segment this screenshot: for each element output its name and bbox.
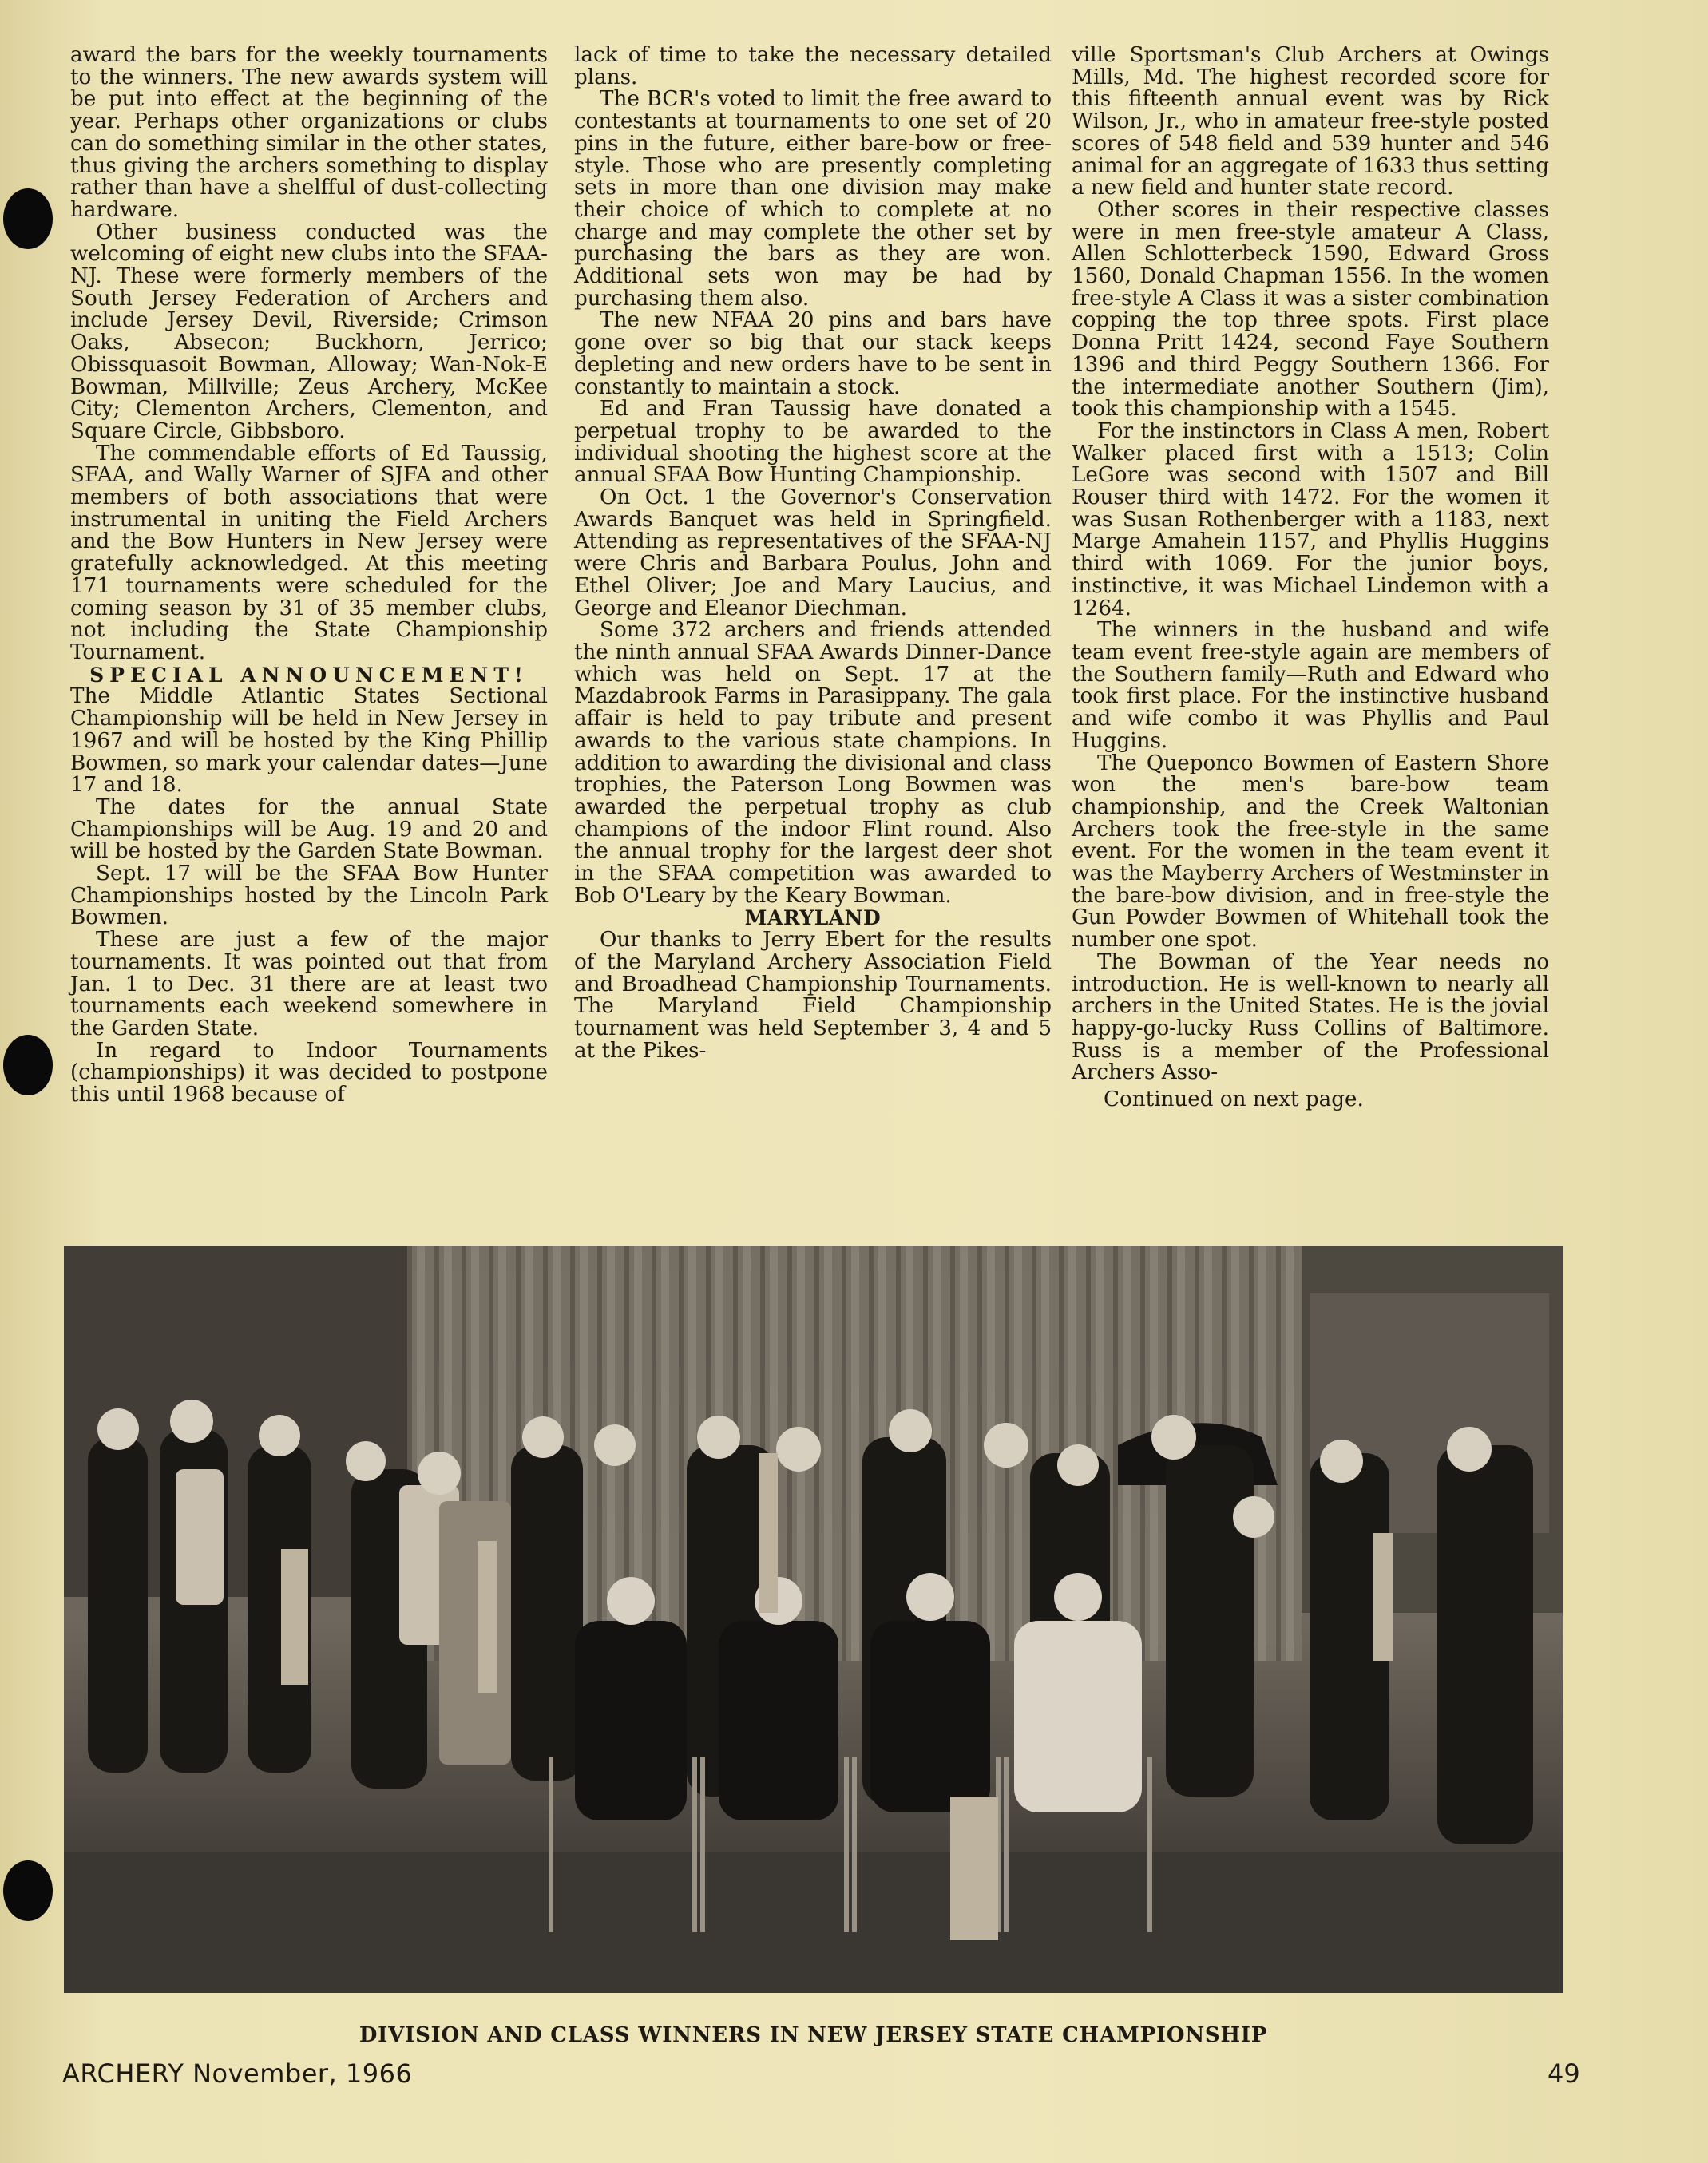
paragraph: Some 372 archers and friends attended the ninth annual SFAA Awards Dinner-Dance which was held on Sept. 17 at the Mazdabrook Farms in Parasippany. The gala affair is held to pay tribute and present awards to the various state champions. In addition to awarding the divisional and class trophies, the Paterson Long Bowmen was awarded the perpetual trophy as club champions of the indoor Flint round. Also the annual trophy for the largest deer shot in the SFAA competition was awarded to Bob O'Leary by the Keary Bowman. — [574, 618, 1052, 908]
group-photo — [64, 1246, 1563, 1993]
paragraph: The Queponco Bowmen of Eastern Shore won the men's bare-bow team championship, and the Creek Waltonian Archers took the free-style in the same event. For the women in the team event it was the Mayberry Archers of Westminster in the bare-bow division, and in free-style the Gun Powder Bowmen of Whitehall took the number one spot. — [1072, 751, 1549, 953]
text-column-3 — [1072, 45, 1549, 1111]
paragraph: The Bowman of the Year needs no introduction. He is well-known to nearly all archers in the United States. He is the jovial happy-go-lucky Russ Collins of Baltimore. Russ is a member of the Professional Archers Asso- — [1072, 949, 1549, 1085]
paragraph: These are just a few of the major tournaments. It was pointed out that from Jan. 1 to Dec. 31 there are at least two tournaments each weekend somewhere in the Garden State. — [70, 928, 548, 1040]
binder-hole-middle — [3, 1035, 53, 1095]
paragraph: The winners in the husband and wife team event free-style again are members of the Southern family—Ruth and Edward who took first place. For the instinctive husband and wife combo it was Phyllis and Paul Huggins. — [1072, 618, 1549, 753]
paragraph: ville Sportsman's Club Archers at Owings Mills, Md. The highest recorded score for this fifteenth annual event was by Rick Wilson, Jr., who in amateur free-style posted scores of 548 field and 539 hunter and 546 animal for an aggregate of 1633 thus setting a new field and hunter state record. — [1072, 43, 1549, 200]
text-column-1 — [70, 45, 548, 1107]
paragraph: Ed and Fran Taussig have donated a perpetual trophy to be awarded to the individual shooting the highest score at the annual SFAA Bow Hunting Championship. — [574, 397, 1052, 488]
paragraph: In regard to Indoor Tournaments (championships) it was decided to postpone this until 1968 because of — [70, 1038, 548, 1107]
paragraph: The BCR's voted to limit the free award to contestants at tournaments to one set of 20 pins in the future, either bare-bow or free-style. Those who are presently completing sets in more than one division may make their choice of which to complete at no charge and may complete the other set by purchasing the bars as they are won. Additional sets won may be had by purchasing them also. — [574, 87, 1052, 311]
page-number: 49 — [1548, 2058, 1580, 2089]
paragraph: For the instinctors in Class A men, Robert Walker placed first with a 1513; Colin LeGore was second with 1507 and Bill Rouser third with 1472. For the women it was Susan Rothenberger with a 1183, next Marge Amahein 1157, and Phyllis Huggins third with 1069. For the junior boys, instinctive, it was Michael Lindemon with a 1264. — [1072, 418, 1549, 620]
paragraph: Our thanks to Jerry Ebert for the results of the Maryland Archery Association Field and Broadhead Championship Tournaments. The Maryland Field Championship tournament was held September 3, 4 and 5 at the Pikes- — [574, 928, 1052, 1063]
group-photo-illustration — [64, 1246, 1563, 1993]
paragraph: lack of time to take the necessary detailed plans. — [574, 43, 1052, 89]
maryland-heading: MARYLAND — [744, 906, 882, 930]
paragraph: The new NFAA 20 pins and bars have gone over so big that our stack keeps depleting and new orders have to be sent in constantly to maintain a stock. — [574, 308, 1052, 399]
paragraph: award the bars for the weekly tournaments to the winners. The new awards system will be put into effect at the beginning of the year. Perhaps other organizations or clubs can do something similar in the other states, thus giving the archers something to display rather than have a shelfful of dust-collecting hardware. — [70, 43, 548, 222]
paragraph: Sept. 17 will be the SFAA Bow Hunter Championships hosted by the Lincoln Park Bowmen. — [70, 862, 548, 930]
paragraph: Other scores in their respective classes were in men free-style amateur A Class, Allen Schlotterbeck 1590, Edward Gross 1560, Donald Chapman 1556. In the women free-style A Class it was a sister combination copping the top three spots. First place Donna Pritt 1424, second Faye Southern 1396 and third Peggy Southern 1366. For the intermediate another Southern (Jim), took this championship with a 1545. — [1072, 197, 1549, 422]
continued-note: Continued on next page. — [1104, 1087, 1364, 1112]
paragraph: Other business conducted was the welcoming of eight new clubs into the SFAA-NJ. These were formerly members of the South Jersey Federation of Archers and include Jersey Devil, Riverside; Crimson Oaks, Absecon; Buckhorn, Jerrico; Obissquasoit Bowman, Alloway; Wan-Nok-E Bowman, Millville; Zeus Archery, McKee City; Clementon Archers, Clementon, and Square Circle, Gibbsboro. — [70, 220, 548, 443]
text-column-2 — [574, 45, 1052, 1062]
special-announcement-heading: SPECIAL ANNOUNCEMENT! — [89, 663, 529, 687]
paragraph: The dates for the annual State Championships will be Aug. 19 and 20 and will be hosted by the Garden State Bowman. — [70, 794, 548, 864]
footer-publication: ARCHERY November, 1966 — [62, 2058, 413, 2089]
binder-hole-top — [3, 188, 53, 249]
binder-hole-bottom — [3, 1860, 53, 1921]
photo-caption: DIVISION AND CLASS WINNERS IN NEW JERSEY STATE CHAMPIONSHIP — [359, 2023, 1268, 2047]
paragraph: On Oct. 1 the Governor's Conservation Awards Banquet was held in Springfield. Attending as representatives of the SFAA-NJ were Chris and Barbara Poulus, John and Ethel Oliver; Joe and Mary Laucius, and George and Eleanor Diechman. — [574, 485, 1052, 620]
paragraph: The Middle Atlantic States Sectional Championship will be held in New Jersey in 1967 and will be hosted by the King Phillip Bowmen, so mark your calendar dates—June 17 and 18. — [70, 684, 548, 798]
paragraph: The commendable efforts of Ed Taussig, SFAA, and Wally Warner of SJFA and other members of both associations that were instrumental in uniting the Field Archers and the Bow Hunters in New Jersey were gratefully acknowledged. At this meeting 171 tournaments were scheduled for the coming season by 31 of 35 member clubs, not including the State Championship Tournament. — [70, 441, 548, 664]
